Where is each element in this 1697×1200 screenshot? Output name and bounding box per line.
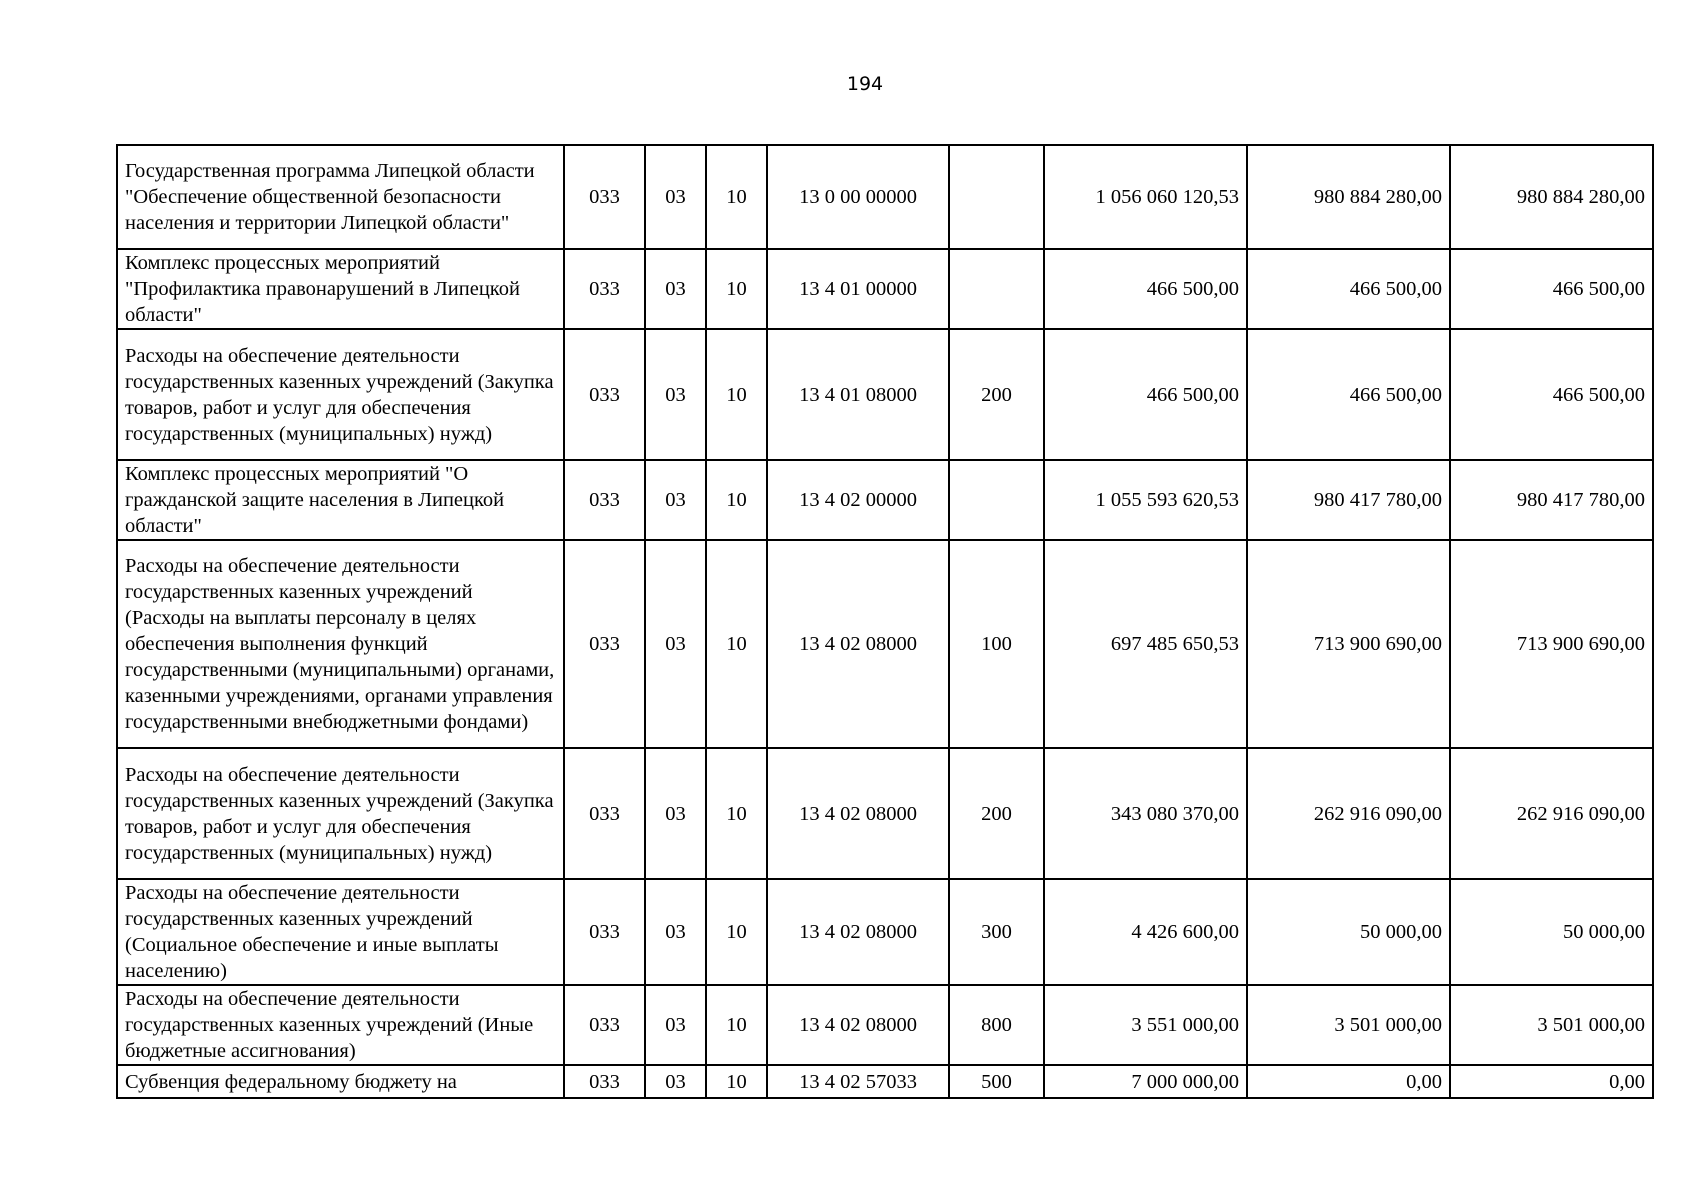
amount-year-3: 3 501 000,00 [1450, 985, 1653, 1065]
section-code: 03 [645, 748, 706, 879]
subsection-code: 10 [706, 748, 767, 879]
target-article-code: 13 4 02 08000 [767, 540, 949, 748]
ministry-code: 033 [564, 540, 645, 748]
table-row [117, 985, 1653, 1065]
amount-year-2: 0,00 [1247, 1065, 1450, 1098]
amount-year-2: 466 500,00 [1247, 329, 1450, 460]
amount-year-1: 466 500,00 [1044, 249, 1247, 329]
expense-type-code: 800 [949, 985, 1044, 1065]
row-description: Расходы на обеспечение деятельности государственных казенных учреждений (Социальное обеспечение и иные выплаты населению) [117, 879, 564, 985]
amount-year-1: 697 485 650,53 [1044, 540, 1247, 748]
ministry-code: 033 [564, 1065, 645, 1098]
table-row [117, 879, 1653, 985]
ministry-code: 033 [564, 460, 645, 540]
amount-year-2: 713 900 690,00 [1247, 540, 1450, 748]
row-description: Субвенция федеральному бюджету на [117, 1065, 564, 1098]
amount-year-1: 4 426 600,00 [1044, 879, 1247, 985]
amount-year-1: 1 056 060 120,53 [1044, 145, 1247, 249]
section-code: 03 [645, 1065, 706, 1098]
target-article-code: 13 4 02 08000 [767, 748, 949, 879]
row-description: Расходы на обеспечение деятельности государственных казенных учреждений (Расходы на выплаты персоналу в целях обеспечения выполнения функций государственными (муниципальными) органами, казенными учреждениями, органами управления государственными внебюджетными фондами) [117, 540, 564, 748]
target-article-code: 13 0 00 00000 [767, 145, 949, 249]
section-code: 03 [645, 879, 706, 985]
table-row [117, 145, 1653, 249]
row-description: Комплекс процессных мероприятий "О гражданской защите населения в Липецкой области" [117, 460, 564, 540]
section-code: 03 [645, 329, 706, 460]
amount-year-2: 3 501 000,00 [1247, 985, 1450, 1065]
ministry-code: 033 [564, 329, 645, 460]
section-code: 03 [645, 985, 706, 1065]
expense-type-code: 300 [949, 879, 1044, 985]
target-article-code: 13 4 02 00000 [767, 460, 949, 540]
amount-year-3: 980 884 280,00 [1450, 145, 1653, 249]
expense-type-code: 200 [949, 329, 1044, 460]
amount-year-3: 0,00 [1450, 1065, 1653, 1098]
amount-year-1: 466 500,00 [1044, 329, 1247, 460]
ministry-code: 033 [564, 748, 645, 879]
amount-year-2: 980 884 280,00 [1247, 145, 1450, 249]
ministry-code: 033 [564, 249, 645, 329]
target-article-code: 13 4 02 57033 [767, 1065, 949, 1098]
amount-year-1: 343 080 370,00 [1044, 748, 1247, 879]
expense-type-code [949, 460, 1044, 540]
table-row [117, 748, 1653, 879]
amount-year-2: 980 417 780,00 [1247, 460, 1450, 540]
target-article-code: 13 4 01 00000 [767, 249, 949, 329]
amount-year-2: 262 916 090,00 [1247, 748, 1450, 879]
expense-type-code: 100 [949, 540, 1044, 748]
amount-year-3: 713 900 690,00 [1450, 540, 1653, 748]
row-description: Комплекс процессных мероприятий "Профилактика правонарушений в Липецкой области" [117, 249, 564, 329]
section-code: 03 [645, 145, 706, 249]
row-description: Государственная программа Липецкой области "Обеспечение общественной безопасности населения и территории Липецкой области" [117, 145, 564, 249]
subsection-code: 10 [706, 879, 767, 985]
subsection-code: 10 [706, 985, 767, 1065]
target-article-code: 13 4 01 08000 [767, 329, 949, 460]
amount-year-3: 466 500,00 [1450, 249, 1653, 329]
expense-type-code: 500 [949, 1065, 1044, 1098]
row-description: Расходы на обеспечение деятельности государственных казенных учреждений (Закупка товаров, работ и услуг для обеспечения государственных (муниципальных) нужд) [117, 329, 564, 460]
amount-year-2: 50 000,00 [1247, 879, 1450, 985]
amount-year-1: 7 000 000,00 [1044, 1065, 1247, 1098]
subsection-code: 10 [706, 1065, 767, 1098]
table-row [117, 329, 1653, 460]
expense-type-code [949, 249, 1044, 329]
page-number: 194 [846, 73, 884, 95]
subsection-code: 10 [706, 249, 767, 329]
target-article-code: 13 4 02 08000 [767, 985, 949, 1065]
ministry-code: 033 [564, 985, 645, 1065]
table-row [117, 1065, 1653, 1098]
amount-year-3: 980 417 780,00 [1450, 460, 1653, 540]
amount-year-3: 50 000,00 [1450, 879, 1653, 985]
expense-type-code [949, 145, 1044, 249]
ministry-code: 033 [564, 145, 645, 249]
section-code: 03 [645, 249, 706, 329]
subsection-code: 10 [706, 145, 767, 249]
ministry-code: 033 [564, 879, 645, 985]
subsection-code: 10 [706, 540, 767, 748]
amount-year-1: 3 551 000,00 [1044, 985, 1247, 1065]
amount-year-2: 466 500,00 [1247, 249, 1450, 329]
row-description: Расходы на обеспечение деятельности государственных казенных учреждений (Иные бюджетные ассигнования) [117, 985, 564, 1065]
row-description: Расходы на обеспечение деятельности государственных казенных учреждений (Закупка товаров, работ и услуг для обеспечения государственных (муниципальных) нужд) [117, 748, 564, 879]
subsection-code: 10 [706, 329, 767, 460]
section-code: 03 [645, 540, 706, 748]
amount-year-3: 466 500,00 [1450, 329, 1653, 460]
expense-type-code: 200 [949, 748, 1044, 879]
subsection-code: 10 [706, 460, 767, 540]
table-row [117, 460, 1653, 540]
budget-table [116, 144, 1654, 1099]
target-article-code: 13 4 02 08000 [767, 879, 949, 985]
table-row [117, 249, 1653, 329]
amount-year-1: 1 055 593 620,53 [1044, 460, 1247, 540]
section-code: 03 [645, 460, 706, 540]
amount-year-3: 262 916 090,00 [1450, 748, 1653, 879]
table-row [117, 540, 1653, 748]
